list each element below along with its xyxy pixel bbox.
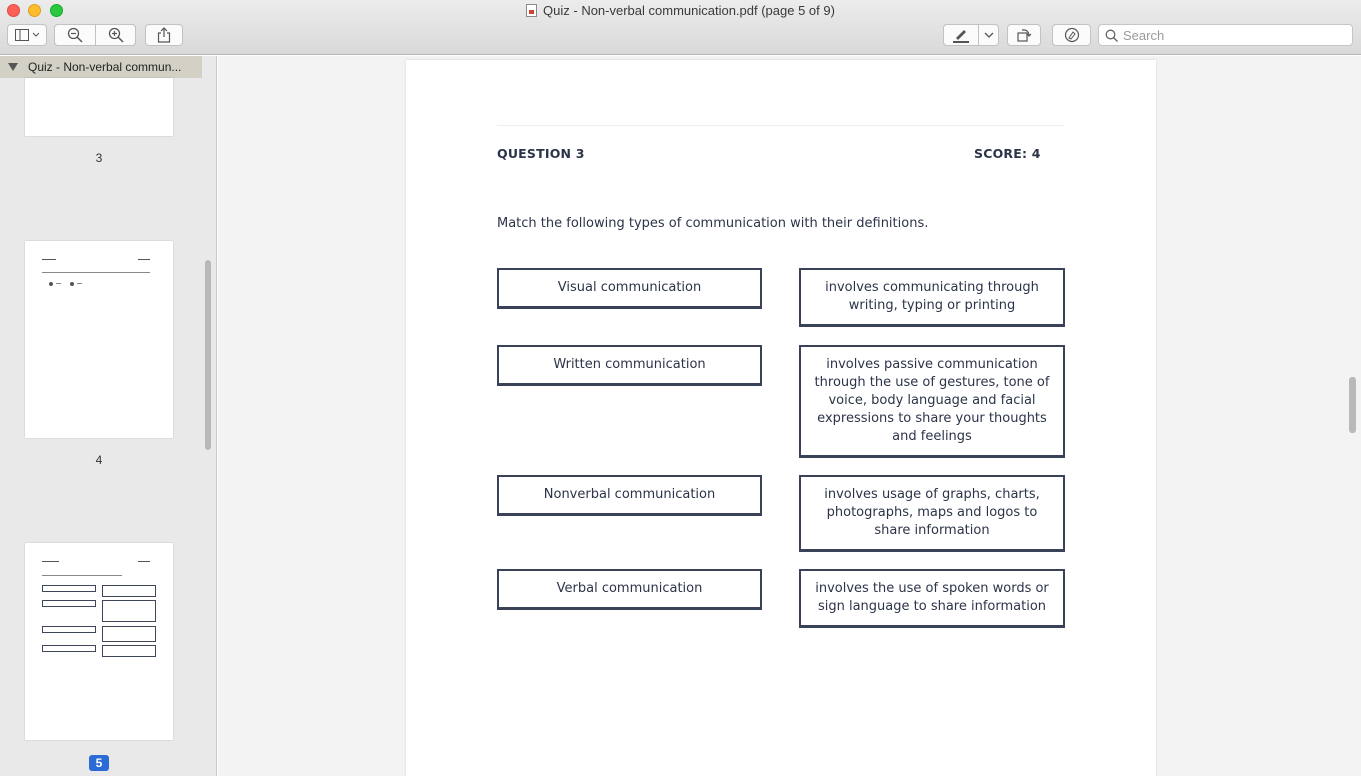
page-number-label: 3: [95, 151, 103, 165]
thumbnail-sidebar: [0, 56, 217, 776]
rotate-icon: [1016, 27, 1032, 43]
chevron-down-icon: [984, 31, 994, 39]
sidebar-scrollbar[interactable]: [205, 260, 211, 450]
disclosure-triangle-icon[interactable]: [8, 63, 18, 71]
zoom-in-icon: [108, 27, 124, 43]
highlight-menu-button[interactable]: [979, 24, 999, 46]
sidebar-document-header[interactable]: [0, 56, 202, 78]
question-label: QUESTION 3: [497, 146, 585, 161]
markup-button[interactable]: [1052, 24, 1091, 46]
sidebar-document-name: Quiz - Non-verbal commun...: [28, 60, 182, 74]
document-view: [218, 56, 1361, 776]
page-number-label: 4: [95, 453, 103, 467]
markup-icon: [1064, 27, 1080, 43]
sidebar-toggle-icon: [15, 29, 39, 41]
share-button[interactable]: [145, 24, 183, 46]
page-thumbnail-3[interactable]: [25, 78, 173, 136]
zoom-in-button[interactable]: [96, 24, 136, 46]
zoom-out-button[interactable]: [54, 24, 95, 46]
search-field[interactable]: [1098, 24, 1353, 46]
share-icon: [157, 27, 171, 43]
term-box: Visual communication: [497, 268, 762, 309]
search-icon: [1105, 29, 1118, 42]
page-thumbnail-5[interactable]: [25, 543, 173, 740]
question-instruction: Match the following types of communication with their definitions.: [497, 216, 929, 231]
sidebar-toggle-button[interactable]: [7, 24, 47, 46]
term-box: Written communication: [497, 345, 762, 386]
page-thumbnail-4[interactable]: [25, 241, 173, 438]
definition-box: involves the use of spoken words or sign language to share information: [799, 569, 1065, 628]
pdf-file-icon: [526, 4, 537, 17]
term-box: Verbal communication: [497, 569, 762, 610]
search-input[interactable]: [1123, 28, 1343, 43]
window-title-container: [0, 3, 1361, 18]
zoom-out-icon: [67, 27, 83, 43]
divider: [497, 125, 1065, 126]
definition-box: involves communicating through writing, typing or printing: [799, 268, 1065, 327]
pdf-page: [406, 60, 1156, 776]
highlight-pen-icon: [952, 27, 970, 43]
definition-box: involves passive communication through the use of gestures, tone of voice, body language and facial expressions to share your thoughts and feelings: [799, 345, 1065, 458]
page-number-label-selected: 5: [89, 755, 109, 771]
score-label: SCORE: 4: [974, 146, 1041, 161]
definition-box: involves usage of graphs, charts, photographs, maps and logos to share information: [799, 475, 1065, 552]
window-title: Quiz - Non-verbal communication.pdf (page 5 of 9): [543, 3, 835, 18]
rotate-button[interactable]: [1007, 24, 1041, 46]
highlight-button[interactable]: [943, 24, 978, 46]
document-scrollbar[interactable]: [1349, 377, 1356, 433]
term-box: Nonverbal communication: [497, 475, 762, 516]
window-titlebar: [0, 0, 1361, 55]
